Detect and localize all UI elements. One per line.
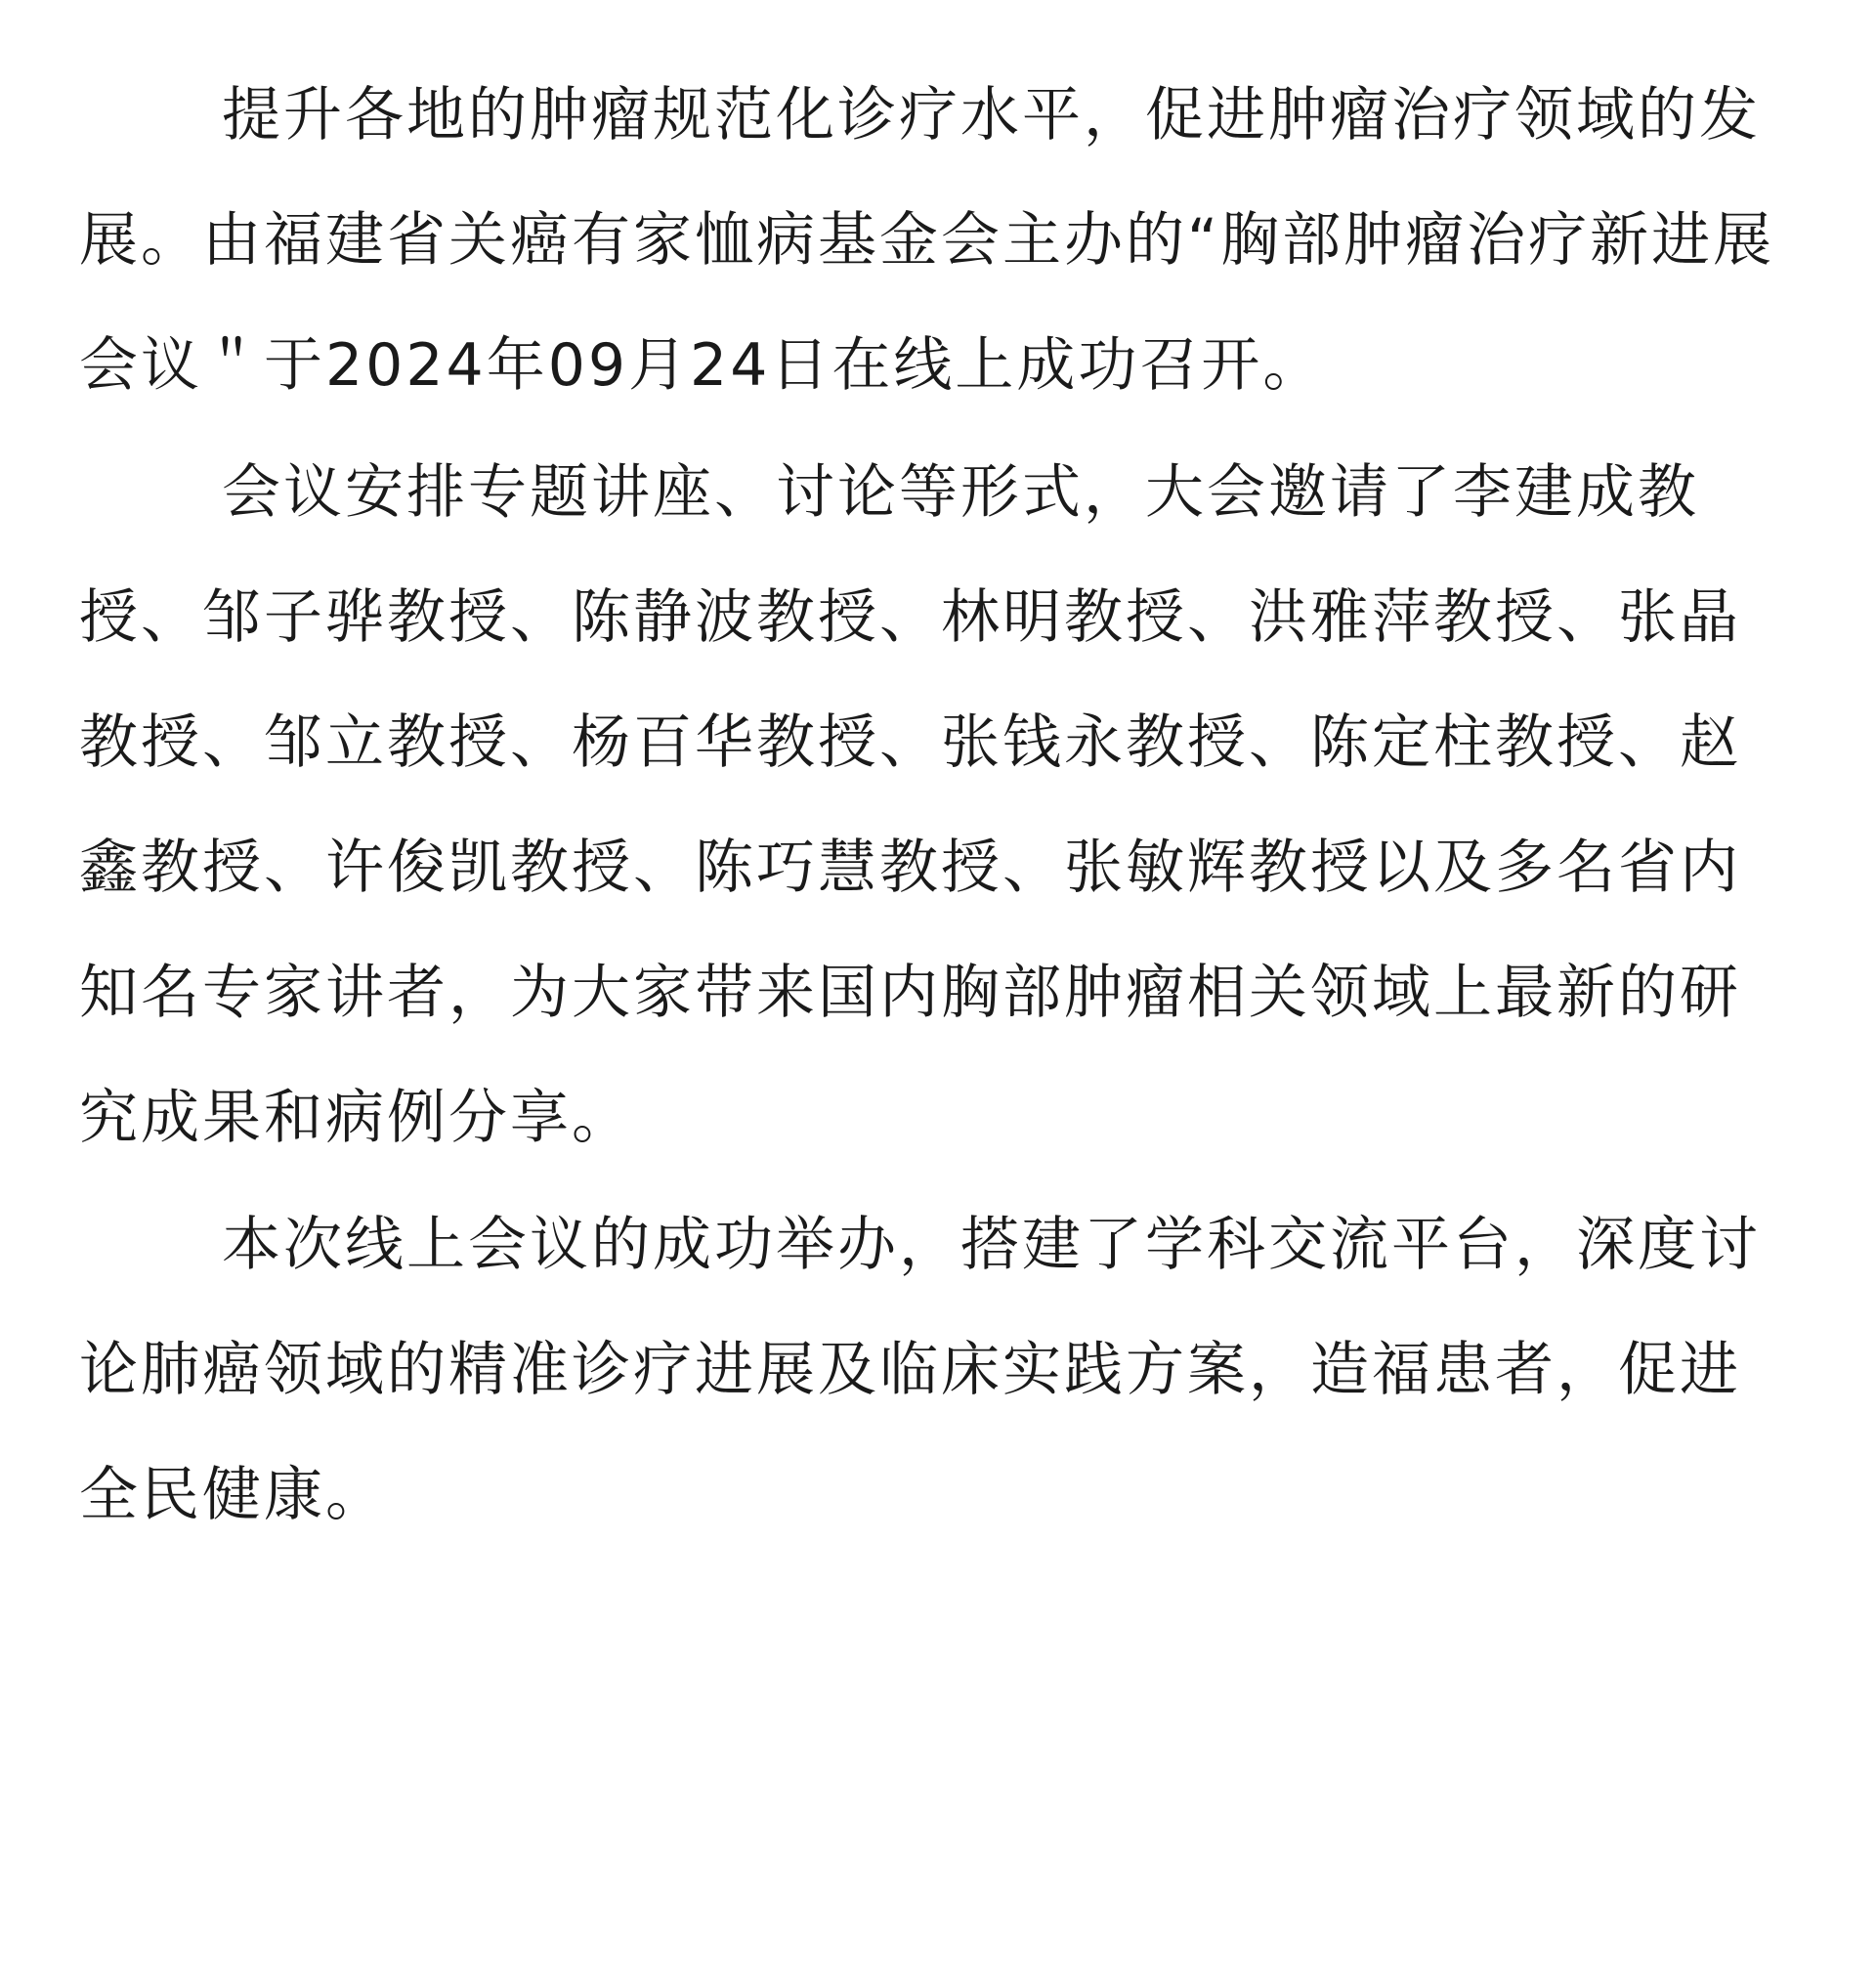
paragraph-conclusion: 本次线上会议的成功举办，搭建了学科交流平台，深度讨论肺癌领域的精准诊疗进展及临床实践方案，造福患者，促进全民健康。 bbox=[79, 1211, 1761, 1529]
article-body bbox=[79, 53, 1797, 1560]
paragraph-meeting-intro: 提升各地的肿瘤规范化诊疗水平，促进肿瘤治疗领域的发展。由福建省关癌有家恤病基金会主办的“胸部肿瘤治疗新进展会议＂于2024年09月24日在线上成功召开。 bbox=[79, 81, 1775, 400]
paragraph-speakers: 会议安排专题讲座、讨论等形式，大会邀请了李建成教授、邹子骅教授、陈静波教授、林明教授、洪雅萍教授、张晶教授、邹立教授、杨百华教授、张钱永教授、陈定柱教授、赵鑫教授、许俊凯教授、陈巧慧教授、张敏辉教授以及多名省内知名专家讲者，为大家带来国内胸部肿瘤相关领域上最新的研究成果和病例分享。 bbox=[79, 458, 1741, 1152]
